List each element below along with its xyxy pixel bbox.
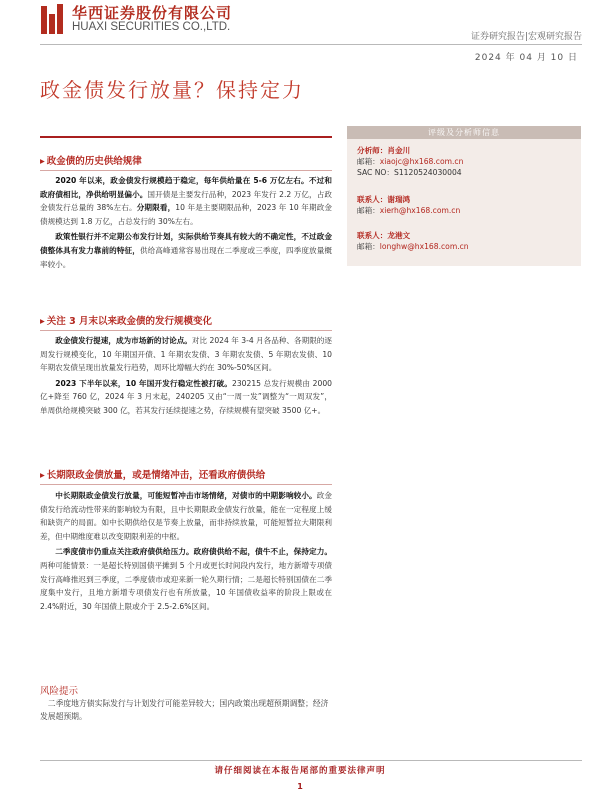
report-date: 2024 年 04 月 10 日 (474, 53, 578, 63)
section-body (40, 489, 332, 615)
section-heading: ▸ 长期限政金债放量，或是情绪冲击，还看政府债供给 (40, 467, 332, 485)
report-type: 证券研究报告|宏观研究报告 (470, 32, 582, 42)
contact-name: 谢瑞鸿 (387, 195, 411, 204)
analyst-entry: 分析师：肖金川 邮箱：xiaojc@hx168.com.cn SAC NO：S1120524030004 (357, 146, 464, 177)
huaxi-logo-icon (40, 4, 64, 36)
contact-email[interactable]: xierh@hx168.com.cn (379, 206, 461, 215)
company-name-cn: 华西证券股份有限公司 (72, 4, 233, 22)
paragraph: 二季度债市仍重点关注政府债供给压力。政府债供给不起，债牛不止，保持定力。两种可能情景：一是超长特别国债平摊到 5 个月或更长时间段内发行，地方新增专项债发行高峰推迟到三季度，二季度债市或迎来新一轮久期行情；二是超长特别国债在二季度集中发行，且地方新增专项债发行也有所放量，10 年国债收益率的阶段上限或在 2.4%附近，30 年国债上限或介于 2.5-2.6%区间。 (40, 547, 332, 611)
company-name-en: HUAXI SECURITIES CO.,LTD. (72, 21, 231, 33)
paragraph: 政策性银行并不定期公布发行计划，实际供给节奏具有较大的不确定性，不过政金债整体具有发力靠前的特征，供给高峰通常容易出现在二季度或三季度，四季度放量概率较小。 (40, 232, 333, 269)
analyst-sac: S1120524030004 (394, 168, 462, 177)
footer-disclaimer: 请仔细阅读在本报告尾部的重要法律声明 (214, 766, 386, 776)
contact-email[interactable]: longhw@hx168.com.cn (379, 242, 469, 251)
analyst-email[interactable]: xiaojc@hx168.com.cn (379, 157, 464, 166)
analyst-box-title: 评级及分析师信息 (347, 126, 581, 139)
paragraph: 政金债发行提速，成为市场新的讨论点。对比 2024 年 3-4 月各品种、各期限的逐周发行规模变化，10 年期国开债、1 年期农发债、3 年期农发债、5 年期农发债、10 年期农发债呈现出放量发行趋势，周环比增幅大约在 30%-50%区间。 (40, 336, 332, 373)
contact-entry: 联系人：谢瑞鸿 邮箱：xierh@hx168.com.cn (357, 195, 461, 215)
analyst-info-box (347, 126, 581, 266)
risk-heading: 风险提示 (40, 686, 79, 697)
analyst-name: 肖金川 (387, 146, 411, 155)
section-heading: ▸ 关注 3 月末以来政金债的发行规模变化 (40, 313, 332, 331)
risk-text: 二季度地方债实际发行与计划发行可能差异较大；国内政策出现超预期调整；经济发展超预期。 (40, 699, 329, 721)
arrow-icon: ▸ (40, 316, 45, 327)
paragraph: 中长期限政金债发行放量，可能短暂冲击市场情绪，对债市的中期影响较小。政金债发行给流动性带来的影响较为有限，且中长期限政金债发行放量，能在一定程度上缓和缺资产的局面。如中长期供给仅是节奏上放量，而非持续放量，可能短暂拉大期限利差，但中期维度难以改变期限利差的中枢。 (40, 491, 333, 541)
report-title: 政金债发行放量？保持定力 (40, 78, 304, 102)
title-rule (40, 136, 332, 138)
section-heading: ▸ 政金债的历史供给规律 (40, 153, 332, 171)
arrow-icon: ▸ (40, 156, 45, 167)
footer-divider (40, 760, 582, 761)
page-number: 1 (297, 782, 303, 791)
arrow-icon: ▸ (40, 470, 45, 481)
paragraph: 2020 年以来，政金债发行规模趋于稳定，每年供给量在 5-6 万亿左右。不过和政府债相比，净供给明显偏小。国开债是主要发行品种，2023 年发行 2.2 万亿，占政金债发行总量的 38%左右。分期限看，10 年是主要期限品种，2023 年 10 年期政金债规模达到 1.8 万亿，占总发行的 30%左右。 (40, 176, 333, 226)
contact-entry: 联系人：龙港文 邮箱：longhw@hx168.com.cn (357, 231, 469, 251)
section-body (40, 174, 332, 273)
section-body (40, 334, 332, 420)
contact-name: 龙港文 (387, 231, 411, 240)
header-divider (40, 44, 582, 45)
paragraph: 2023 下半年以来，10 年国开发行稳定性被打破。230215 总发行规模由 2000 亿+降至 760 亿，2024 年 3 月末起，240205 又由“一周一发”调整为“一周双发”，单周供给规模突破 300 亿，若其发行延续提速之势，存续规模有望突破 3500 亿+。 (40, 378, 332, 415)
